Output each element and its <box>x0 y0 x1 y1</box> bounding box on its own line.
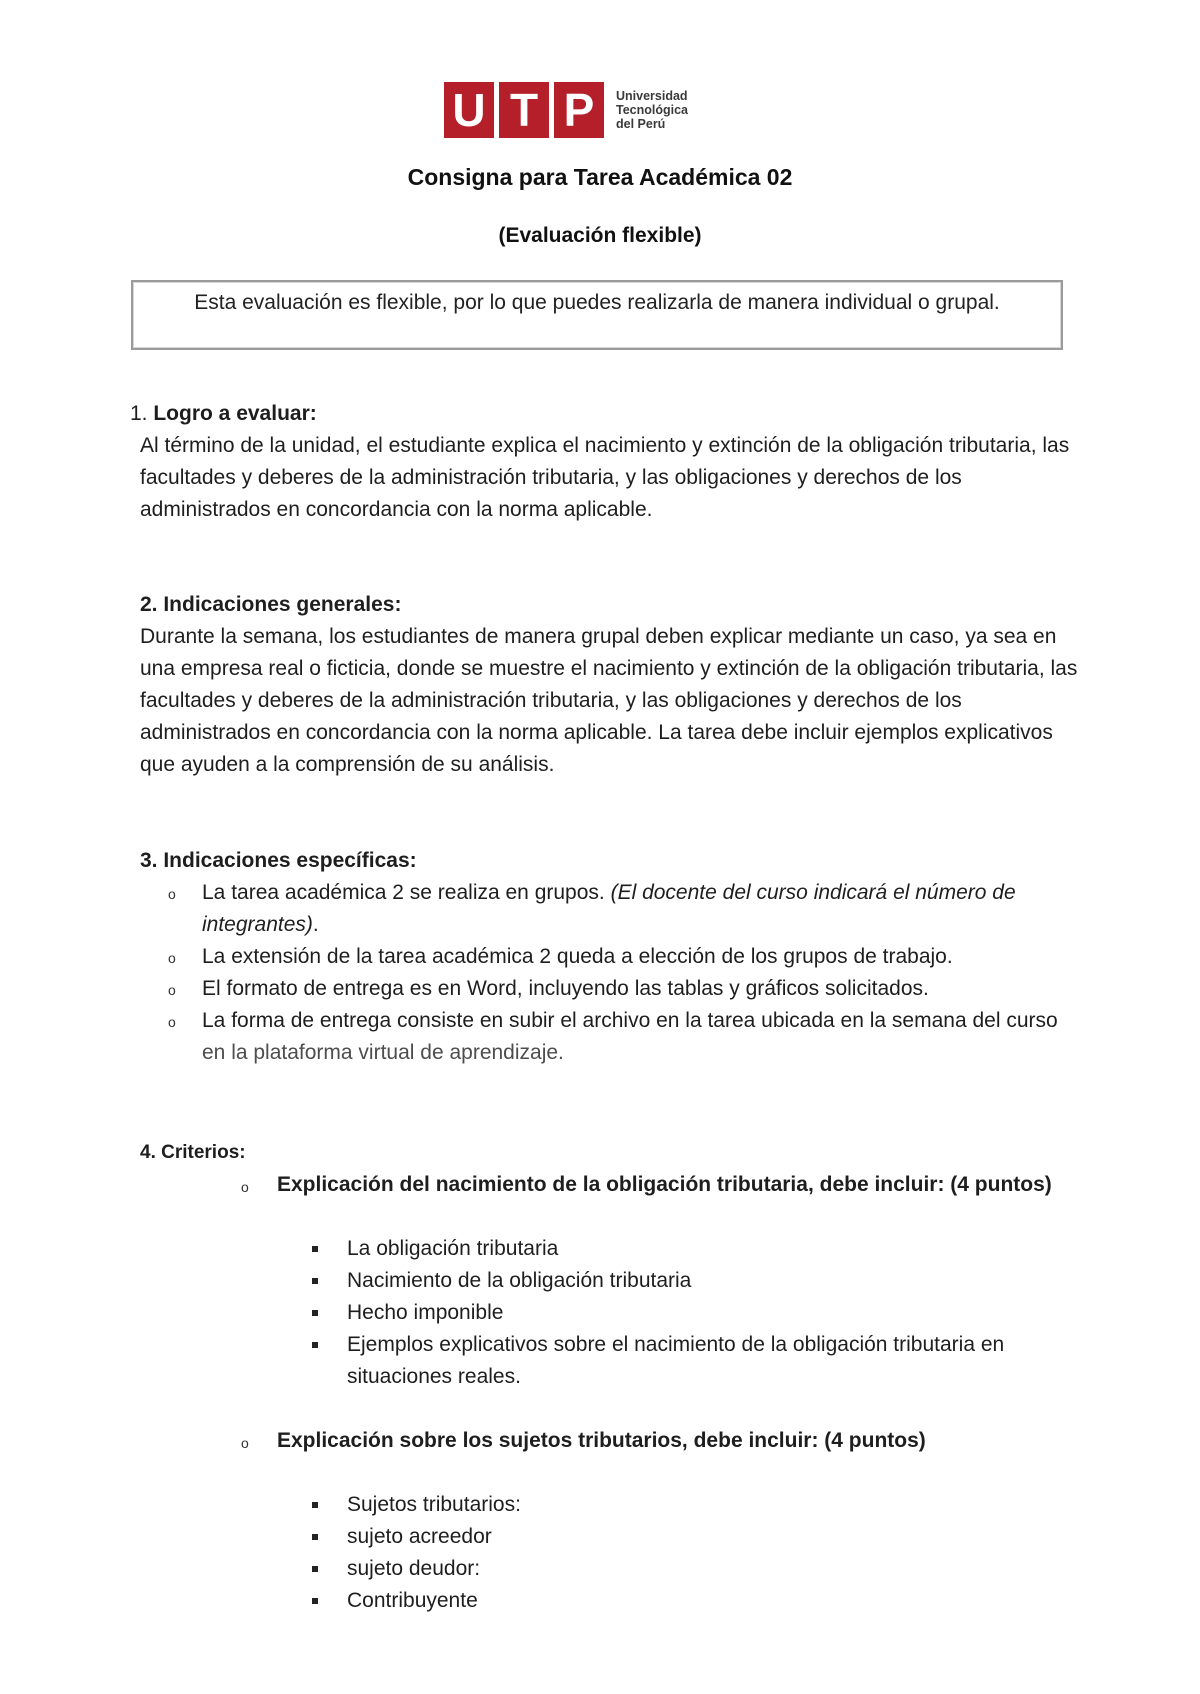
list-item <box>237 1265 1027 1297</box>
list-item <box>237 1521 1027 1553</box>
list-item-text: La obligación tributaria <box>347 1237 559 1260</box>
criterion-1-heading <box>237 1169 1087 1201</box>
logo-wordmark <box>616 89 688 131</box>
flexible-notice-box <box>131 280 1063 350</box>
criterion-2-title: Explicación sobre los sujetos tributarios, debe incluir: (4 puntos) <box>277 1429 926 1452</box>
square-bullet-icon <box>312 1342 318 1348</box>
list-item-text: Hecho imponible <box>347 1301 504 1324</box>
list-item-text: sujeto acreedor <box>347 1525 492 1548</box>
list-item <box>140 1005 1080 1069</box>
circle-bullet-icon: o <box>241 1179 249 1195</box>
list-item-text: sujeto deudor: <box>347 1557 481 1580</box>
square-bullet-icon <box>312 1310 318 1316</box>
list-item <box>237 1233 1027 1265</box>
list-item-tail: . <box>312 913 319 936</box>
list-item-italic-note: (El docente del curso indicará el número de integrantes) <box>202 881 1016 936</box>
list-item <box>140 973 1080 1005</box>
section-1-paragraph: Al término de la unidad, el estudiante explica el nacimiento y extinción de la obligación tributaria, las facultades y deberes de la administración tributaria, y las obligaciones y derechos de los administrados en concordancia con la norma aplicable. <box>140 434 1070 521</box>
list-item-text: Sujetos tributarios: <box>347 1493 521 1516</box>
section-2-heading: 2. Indicaciones generales: <box>140 593 402 616</box>
criterion-1 <box>237 1169 1087 1201</box>
list-item-text: El formato de entrega es en Word, incluyendo las tablas y gráficos solicitados. <box>202 977 929 1000</box>
list-item-muted-text: en la plataforma virtual de aprendizaje. <box>202 1041 564 1064</box>
section-3-heading: 3. Indicaciones específicas: <box>140 849 417 872</box>
logo-letter-t: T <box>499 82 549 138</box>
logo-line-1: Universidad <box>616 89 688 103</box>
document-subtitle: (Evaluación flexible) <box>498 224 702 247</box>
list-item <box>237 1553 1027 1585</box>
list-item-text: La extensión de la tarea académica 2 queda a elección de los grupos de trabajo. <box>202 945 953 968</box>
list-item <box>237 1329 1027 1393</box>
square-bullet-icon <box>312 1566 318 1572</box>
criterion-1-title: Explicación del nacimiento de la obligación tributaria, debe incluir: (4 puntos) <box>277 1173 1052 1196</box>
list-item <box>140 877 1080 941</box>
section-1-number: 1. <box>130 402 148 425</box>
logo-line-3: del Perú <box>616 117 666 131</box>
utp-logo <box>444 82 688 138</box>
square-bullet-icon <box>312 1246 318 1252</box>
document-title: Consigna para Tarea Académica 02 <box>407 164 793 190</box>
list-item <box>237 1585 1027 1617</box>
square-bullet-icon <box>312 1502 318 1508</box>
square-bullet-icon <box>312 1598 318 1604</box>
section-4-heading: 4. Criterios: <box>140 1142 246 1163</box>
list-item-text: La tarea académica 2 se realiza en grupos. <box>202 881 611 904</box>
list-item-text: La forma de entrega consiste en subir el archivo en la tarea ubicada en la semana del curso <box>202 1009 1058 1032</box>
list-item-text: Contribuyente <box>347 1589 478 1612</box>
logo-letter-u: U <box>444 82 494 138</box>
circle-bullet-icon: o <box>168 1014 176 1030</box>
section-3-list <box>140 877 1080 1069</box>
logo-letter-p: P <box>554 82 604 138</box>
logo-line-2: Tecnológica <box>616 103 689 117</box>
circle-bullet-icon: o <box>241 1435 249 1451</box>
notice-text: Esta evaluación es flexible, por lo que puedes realizarla de manera individual o grupal. <box>194 291 1000 314</box>
criterion-2 <box>237 1425 1097 1457</box>
list-item <box>140 941 1080 973</box>
square-bullet-icon <box>312 1534 318 1540</box>
logo-letters <box>444 82 604 138</box>
criterion-2-heading <box>237 1425 1097 1457</box>
circle-bullet-icon: o <box>168 950 176 966</box>
section-1-title: Logro a evaluar: <box>153 402 317 425</box>
criterion-2-list <box>237 1489 1027 1617</box>
list-item <box>237 1297 1027 1329</box>
list-item <box>237 1489 1027 1521</box>
square-bullet-icon <box>312 1278 318 1284</box>
criterion-1-list <box>237 1233 1027 1393</box>
section-2-paragraph: Durante la semana, los estudiantes de manera grupal deben explicar mediante un caso, ya sea en una empresa real o ficticia, donde se muestre el nacimiento y extinción de la obligación tributaria, las facultades y deberes de la administración tributaria, y las obligaciones y derechos de los administrados en concordancia con la norma aplicable. La tarea debe incluir ejemplos explicativos que ayuden a la comprensión de su análisis. <box>140 625 1078 776</box>
section-1-heading <box>130 398 317 430</box>
list-item-text: Ejemplos explicativos sobre el nacimiento de la obligación tributaria en situaciones reales. <box>347 1333 1005 1388</box>
list-item-text: Nacimiento de la obligación tributaria <box>347 1269 692 1292</box>
circle-bullet-icon: o <box>168 982 176 998</box>
circle-bullet-icon: o <box>168 886 176 902</box>
